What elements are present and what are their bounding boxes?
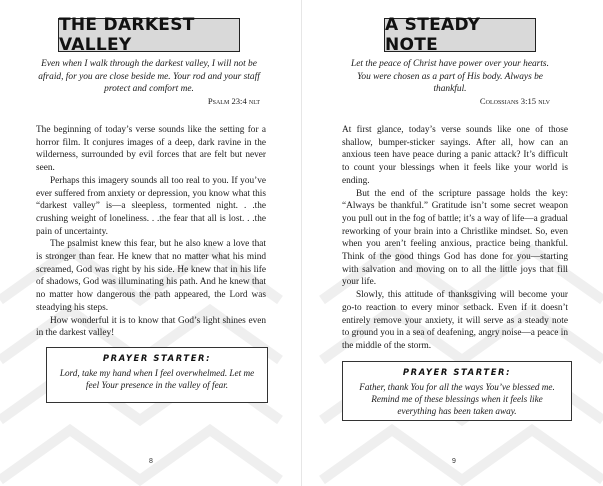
right-page-number: 9 bbox=[452, 458, 456, 465]
left-paragraph-4: How wonderful it is to know that God’s light shines even in the darkest valley! bbox=[36, 315, 266, 339]
right-page bbox=[302, 0, 603, 486]
left-page-number: 8 bbox=[149, 458, 153, 465]
left-paragraph-1: The beginning of today’s verse sounds like the setting for a horror film. It conjures images of a deep, dark ravine in the wilderness, surrounded by evil forces that are felt but never seen. bbox=[36, 125, 266, 174]
left-page-title: THE DARKEST VALLEY bbox=[58, 18, 240, 52]
left-page-epigraph bbox=[38, 58, 260, 107]
right-page-epigraph bbox=[350, 58, 550, 107]
left-epigraph-text: Even when I walk through the darkest valley, I will not be afraid, for you are close beside me. Your rod and your staff protect and comfort me. bbox=[38, 59, 260, 95]
right-page-body bbox=[342, 124, 568, 353]
right-epigraph-reference: Colossians 3:15 nlv bbox=[479, 95, 550, 106]
left-paragraph-3: The psalmist knew this fear, but he also knew a love that is stronger than fear. He knew that no matter what his mind screamed, God was right by his side. He knew that in his life of shadows, God was illuminating his path. And he knew that no matter how dangerous the path appeared, the Lord was steadying his steps. bbox=[36, 239, 266, 313]
right-prayer-label: PRAYER STARTER: bbox=[402, 367, 512, 377]
left-page bbox=[0, 0, 301, 486]
right-paragraph-1: At first glance, today’s verse sounds like one of those shallow, bumper-sticker sayings. After all, how can an anxious teen have peace during a panic attack? It’s difficult to count your blessings when it feels like your world is ending. bbox=[342, 125, 568, 186]
right-paragraph-3: Slowly, this attitude of thanksgiving will become your go-to reaction to every minor setback. Even if it doesn’t entirely remove your anxiety, it will serve as a steady note to ground you in a sea of deafening, angry noise—a peace in the middle of the storm. bbox=[342, 290, 568, 351]
left-prayer-text: Lord, take my hand when I feel overwhelmed. Let me feel Your presence in the valley of fear. bbox=[59, 368, 255, 391]
right-epigraph-text: Let the peace of Christ have power over your hearts. You were chosen as a part of His body. Always be thankful. bbox=[351, 59, 549, 95]
left-page-body bbox=[36, 124, 266, 340]
left-epigraph-reference: Psalm 23:4 nlt bbox=[207, 95, 260, 106]
left-paragraph-2: Perhaps this imagery sounds all too real to you. If you’ve ever suffered from anxiety or depression, you know what this “darkest valley” is—a sleepless, tormented night. . .the crushing weight of loneliness. . .the fear that all is lost. . .the pain of uncertainty. bbox=[36, 175, 266, 237]
left-prayer-label: PRAYER STARTER: bbox=[102, 353, 212, 363]
right-page-title: A STEADY NOTE bbox=[384, 18, 536, 52]
right-paragraph-2: But the end of the scripture passage holds the key: “Always be thankful.” Gratitude isn’t some secret weapon you pull out in the fog of battle; it’s a way of life—a gradual reworking of your brain into a Christlike mindset. So, even when you aren’t feeling anxious, practice being thankful. Think of the good things God has done for you—starting with salvation and moving on to all the little joys that fill your life. bbox=[342, 188, 568, 288]
left-prayer-box bbox=[46, 347, 268, 403]
right-prayer-box bbox=[342, 361, 572, 421]
right-prayer-text: Father, thank You for all the ways You’ve blessed me. Remind me of these blessings when it feels like everything has been taken away. bbox=[359, 382, 555, 417]
